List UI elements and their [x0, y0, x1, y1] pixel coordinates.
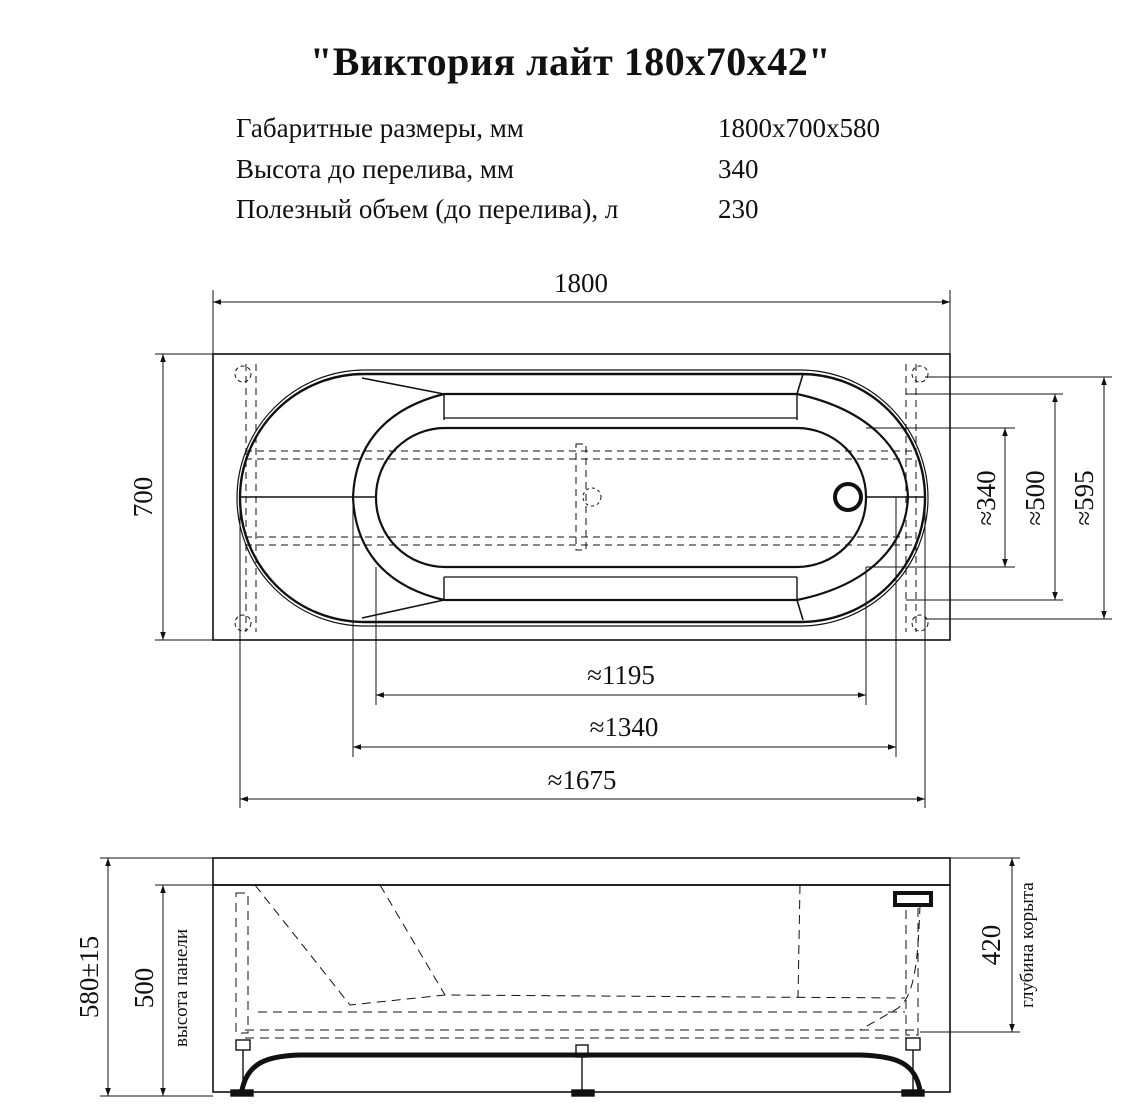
dim-label-595: ≈595 — [1069, 470, 1099, 526]
bathtub-bowl-outer — [240, 374, 925, 622]
spec-label: Высота до перелива, мм — [236, 153, 515, 184]
dim-label-1195: ≈1195 — [587, 660, 655, 690]
spec-value: 230 — [718, 194, 759, 224]
facet-line — [362, 600, 444, 618]
panel-base-curve — [242, 1055, 920, 1090]
feet — [231, 1038, 924, 1096]
dim-label-1675: ≈1675 — [547, 765, 617, 795]
drain-icon — [835, 484, 861, 510]
hidden-bowl — [236, 885, 920, 1038]
facet-line — [797, 374, 803, 394]
facet-line — [362, 378, 444, 394]
dim-label-depth: 420 — [976, 924, 1006, 966]
dim-label-length: 1800 — [554, 268, 608, 298]
side-view — [100, 858, 1020, 1096]
overflow-handle — [895, 893, 931, 905]
spec-value: 1800х700х580 — [718, 113, 880, 143]
dim-label-width: 700 — [128, 476, 158, 518]
top-view-labels — [128, 268, 1099, 795]
bathtub-side-rim — [213, 858, 950, 885]
spec-label: Полезный объем (до перелива), л — [236, 194, 619, 224]
depth-caption: глубина корыта — [1017, 882, 1038, 1008]
dim-label-panel-height: 500 — [129, 967, 159, 1009]
spec-value: 340 — [718, 153, 759, 184]
support-frame — [245, 364, 916, 632]
panel-height-caption: высота панели — [171, 929, 192, 1047]
dim-label-total-height: 580±15 — [74, 935, 104, 1019]
dim-label-340: ≈340 — [971, 470, 1001, 526]
corner-legs — [235, 366, 928, 631]
bathtub-bottom — [376, 428, 866, 567]
facet-line — [797, 600, 803, 620]
dim-label-500: ≈500 — [1020, 470, 1050, 526]
spec-label: Габаритные размеры, мм — [236, 113, 524, 143]
drawing-title: "Виктория лайт 180х70х42" — [310, 39, 831, 84]
dim-label-1340: ≈1340 — [589, 712, 659, 742]
bathtub-rim-outer-shell — [237, 370, 928, 626]
